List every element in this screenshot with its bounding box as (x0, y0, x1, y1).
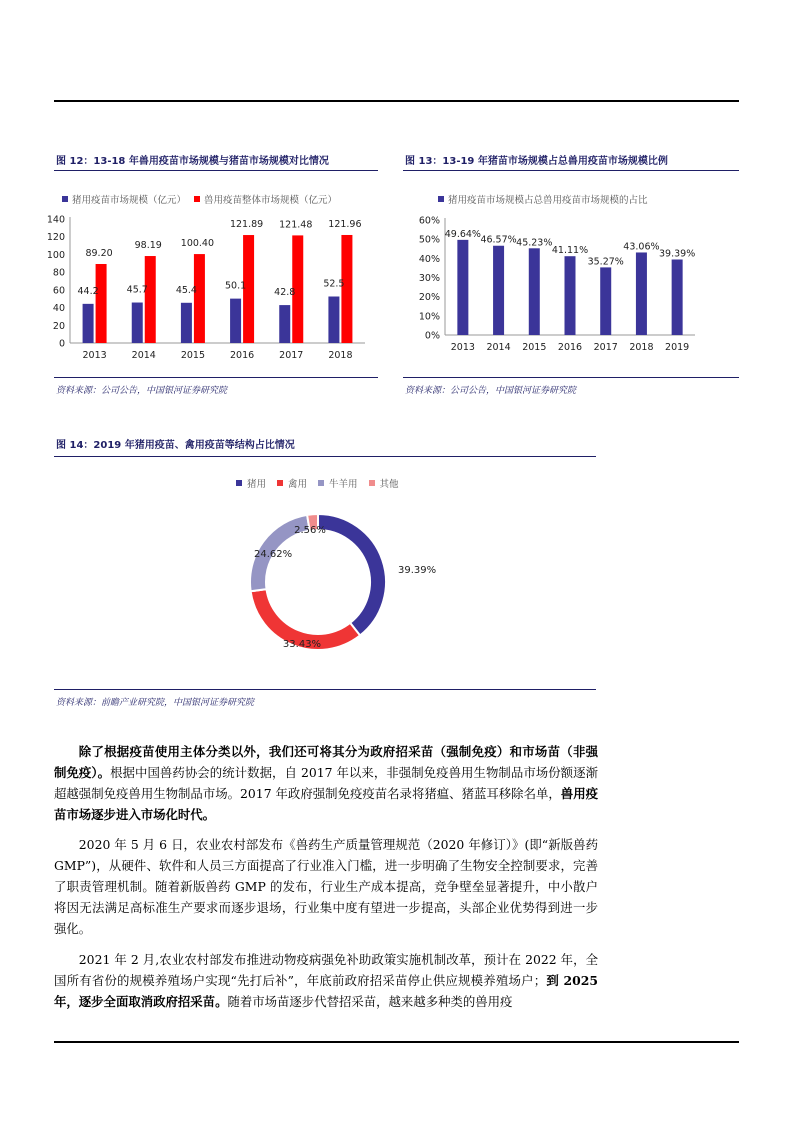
fig13-x-tick-label: 2013 (450, 342, 475, 353)
legend-swatch-poultry (277, 480, 283, 486)
fig12-data-label-total: 121.89 (229, 219, 264, 231)
fig13-y-tick-label: 60% (418, 215, 440, 227)
fig13-data-label: 39.39% (659, 248, 696, 260)
fig12-data-label-total: 98.19 (134, 240, 162, 252)
fig12-data-label-total: 121.96 (328, 218, 362, 230)
fig13-title-rule (403, 170, 739, 171)
fig12-y-tick-label: 60 (52, 285, 65, 297)
fig12-x-tick-label: 2016 (229, 350, 255, 361)
fig13-data-label: 45.23% (516, 237, 553, 249)
legend-swatch-cattle (318, 480, 324, 486)
fig13-x-tick-label: 2019 (665, 342, 690, 353)
fig12-y-tick-label: 100 (46, 249, 65, 261)
fig14-title: 图 14：2019 年猪用疫苗、禽用疫苗等结构占比情况 (56, 440, 295, 451)
p3-text: 2021 年 2 月,农业农村部发布推进动物疫病强免补助政策实施机制改革，预计在 2022 年，全国所有省份的规模养殖场户实现“先打后补”，年底前政府招采苗停止供应规模养殖场户； (54, 952, 598, 988)
fig13-legend (438, 192, 648, 206)
fig12-data-label-pig: 45.7 (126, 284, 148, 296)
fig12-bar-pig (279, 305, 290, 343)
fig12-bar-pig (181, 303, 192, 343)
fig13-x-tick-label: 2017 (593, 342, 618, 353)
fig13-bar-ratio (600, 267, 611, 335)
fig12-data-label-total: 100.40 (180, 238, 215, 250)
p1-bold-lead: 除了根据疫苗使用主体分类以外，我们还可将其分为政府招采苗（强制免疫）和市场苗（非强制免疫）。 (54, 744, 598, 780)
body-paragraph-3 (54, 949, 598, 1012)
legend-swatch-total (194, 196, 200, 202)
fig13-data-label: 35.27% (587, 256, 624, 268)
fig13-data-label: 43.06% (623, 241, 660, 253)
fig13-y-tick-label: 20% (418, 292, 440, 304)
fig14-donut-chart (200, 500, 480, 675)
fig14-legend-cattle: 牛羊用 (329, 479, 358, 490)
fig12-bar-pig (83, 304, 94, 343)
legend-swatch-pig (236, 480, 242, 486)
fig14-legend-other: 其他 (379, 479, 399, 490)
fig12-source: 资料来源：公司公告，中国银河证券研究院 (56, 386, 228, 396)
fig14-slice-label: 2.56% (294, 525, 326, 536)
fig13-x-tick-label: 2015 (522, 342, 547, 353)
fig14-slice-label: 39.39% (398, 565, 437, 576)
fig13-y-tick-label: 30% (418, 273, 440, 284)
fig12-data-label-total: 121.48 (279, 219, 313, 231)
fig12-y-tick-label: 120 (46, 232, 65, 244)
fig12-data-label-pig: 52.5 (323, 278, 345, 290)
fig12-legend (62, 192, 337, 206)
fig13-bar-ratio (565, 256, 576, 335)
fig12-data-label-pig: 42.8 (274, 287, 296, 299)
fig14-bottom-rule (54, 689, 596, 690)
fig12-bar-chart (40, 208, 370, 368)
fig14-slice-pig (318, 514, 386, 635)
fig12-x-tick-label: 2015 (180, 350, 206, 361)
fig12-bar-pig (230, 299, 241, 343)
header-rule (54, 100, 739, 102)
fig13-y-tick-label: 50% (418, 234, 440, 246)
p1-text: 根据中国兽药协会的统计数据，自 2017 年以来，非强制免疫兽用生物制品市场份额逐渐超越强制免疫兽用生物制品市场。2017 年政府强制免疫疫苗名录将猪瘟、猪蓝耳移除名单， (54, 765, 598, 801)
fig12-y-tick-label: 80 (52, 267, 65, 279)
legend-swatch-ratio (438, 196, 444, 202)
fig12-x-tick-label: 2014 (131, 350, 156, 361)
fig13-source: 资料来源：公司公告，中国银河证券研究院 (405, 386, 577, 396)
fig13-data-label: 49.64% (444, 228, 481, 240)
fig13-legend-ratio: 猪用疫苗市场规模占总兽用疫苗市场规模的占比 (448, 195, 648, 206)
p3-bold: 到 2025 年，逐步全面取消政府招采苗。 (54, 973, 598, 1009)
fig12-title-rule (54, 170, 378, 171)
fig13-y-tick-label: 10% (418, 311, 440, 323)
fig12-bar-total (96, 264, 107, 343)
fig13-x-tick-label: 2016 (557, 342, 583, 353)
fig13-y-tick-label: 40% (418, 253, 440, 265)
fig14-slice-label: 24.62% (254, 549, 293, 560)
fig12-bar-pig (132, 303, 143, 343)
p2-text: 2020 年 5 月 6 日，农业农村部发布《兽药生产质量管理规范（2020 年修订）》(即“新版兽药 GMP”)，从硬件、软件和人员三方面提高了行业准入门槛，进一步明确了生物安全控制要求，完善了职责管理机制。随着新版兽药 GMP 的发布，行业生产成本提高，竞争壁垒显著提升，中小散户将因无法满足高标准生产要求而逐步退场，行业集中度有望进一步提高，头部企业优势得到进一步强化。 (54, 837, 598, 936)
body-paragraph-2 (54, 834, 598, 939)
fig13-data-label: 41.11% (551, 245, 589, 257)
fig13-bar-ratio (672, 260, 683, 335)
fig13-bar-ratio (636, 252, 647, 335)
body-paragraph-1 (54, 741, 598, 825)
fig12-legend-pig: 猪用疫苗市场规模（亿元） (72, 195, 187, 206)
fig12-bar-total (145, 256, 156, 343)
fig12-y-tick-label: 40 (52, 303, 65, 315)
fig13-x-tick-label: 2018 (629, 342, 654, 353)
fig12-legend-total: 兽用疫苗整体市场规模（亿元） (204, 195, 338, 206)
fig12-bar-total (194, 254, 205, 343)
fig12-data-label-total: 89.20 (85, 247, 113, 259)
fig12-x-tick-label: 2017 (279, 350, 304, 361)
fig12-y-tick-label: 20 (52, 320, 65, 332)
fig13-x-tick-label: 2014 (486, 342, 511, 353)
fig14-title-rule (54, 456, 596, 457)
fig13-y-tick-label: 0% (424, 330, 440, 342)
fig12-y-tick-label: 140 (46, 214, 65, 226)
fig12-data-label-pig: 44.2 (77, 285, 99, 297)
fig12-y-tick-label: 0 (58, 338, 65, 350)
fig13-bar-chart (403, 208, 703, 358)
fig14-source: 资料来源：前瞻产业研究院，中国银河证券研究院 (56, 698, 255, 708)
fig13-bar-ratio (493, 246, 504, 335)
fig12-bottom-rule (54, 377, 378, 378)
fig14-legend-poultry: 禽用 (288, 479, 308, 490)
fig12-data-label-pig: 50.1 (225, 280, 247, 292)
fig13-bar-ratio (457, 240, 468, 335)
footer-rule (54, 1041, 739, 1043)
fig13-bottom-rule (403, 377, 739, 378)
fig12-title: 图 12：13-18 年兽用疫苗市场规模与猪苗市场规模对比情况 (56, 156, 329, 167)
fig13-data-label: 46.57% (480, 234, 517, 246)
fig14-slice-label: 33.43% (282, 639, 322, 650)
fig13-title: 图 13：13-19 年猪苗市场规模占总兽用疫苗市场规模比例 (405, 156, 668, 167)
fig12-data-label-pig: 45.4 (175, 284, 197, 296)
legend-swatch-other (369, 480, 375, 486)
fig14-legend-pig: 猪用 (247, 479, 267, 490)
p3-text-2: 随着市场苗逐步代替招采苗，越来越多种类的兽用疫 (227, 994, 513, 1009)
fig14-legend (236, 476, 399, 490)
fig12-bar-pig (328, 297, 339, 344)
fig12-x-tick-label: 2018 (328, 350, 353, 361)
fig13-bar-ratio (529, 248, 540, 335)
p1-bold-tail: 兽用疫苗市场逐步进入市场化时代。 (54, 786, 598, 822)
fig12-x-tick-label: 2013 (82, 350, 107, 361)
legend-swatch-pig (62, 196, 68, 202)
